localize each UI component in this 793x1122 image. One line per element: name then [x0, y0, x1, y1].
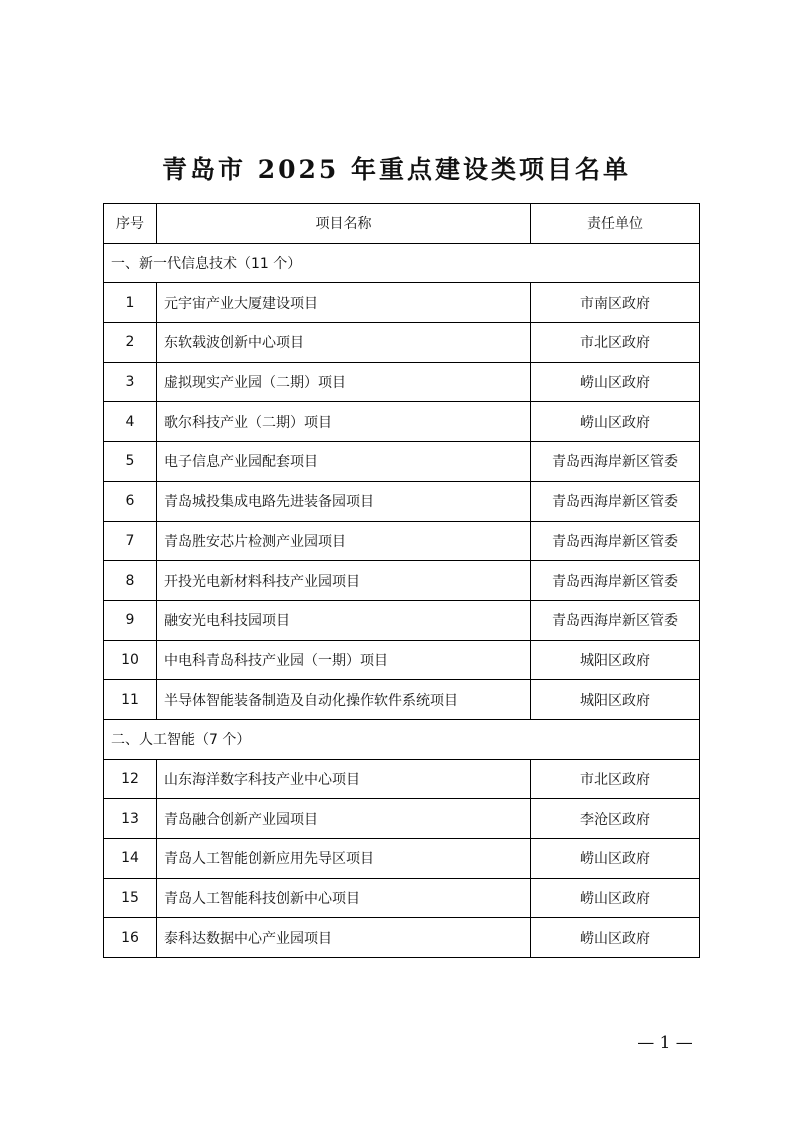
responsible-unit: 城阳区政府: [531, 640, 700, 680]
row-index: 12: [104, 759, 157, 799]
table-row: [104, 918, 700, 958]
row-index: 9: [104, 600, 157, 640]
responsible-unit: 市北区政府: [531, 323, 700, 363]
responsible-unit: 青岛西海岸新区管委: [531, 521, 700, 561]
table-row: [104, 839, 700, 879]
project-name: 电子信息产业园配套项目: [157, 442, 531, 482]
table-row: [104, 799, 700, 839]
table-row: [104, 481, 700, 521]
row-index: 6: [104, 481, 157, 521]
project-name: 半导体智能装备制造及自动化操作软件系统项目: [157, 680, 531, 720]
table-row: [104, 323, 700, 363]
row-index: 2: [104, 323, 157, 363]
row-index: 11: [104, 680, 157, 720]
project-name: 青岛胜安芯片检测产业园项目: [157, 521, 531, 561]
section-label: 二、人工智能（7 个）: [104, 719, 700, 759]
project-name: 山东海洋数字科技产业中心项目: [157, 759, 531, 799]
responsible-unit: 李沧区政府: [531, 799, 700, 839]
section-row: [104, 243, 700, 283]
project-name: 虚拟现实产业园（二期）项目: [157, 362, 531, 402]
project-name: 中电科青岛科技产业园（一期）项目: [157, 640, 531, 680]
project-name: 青岛人工智能科技创新中心项目: [157, 878, 531, 918]
row-index: 4: [104, 402, 157, 442]
responsible-unit: 市北区政府: [531, 759, 700, 799]
page-number: — 1 —: [637, 1033, 693, 1053]
responsible-unit: 崂山区政府: [531, 918, 700, 958]
table-row: [104, 759, 700, 799]
row-index: 10: [104, 640, 157, 680]
responsible-unit: 青岛西海岸新区管委: [531, 481, 700, 521]
project-name: 青岛融合创新产业园项目: [157, 799, 531, 839]
table-row: [104, 680, 700, 720]
table-header-row: [104, 204, 700, 244]
row-index: 16: [104, 918, 157, 958]
header-responsible-unit: 责任单位: [531, 204, 700, 244]
project-name: 泰科达数据中心产业园项目: [157, 918, 531, 958]
row-index: 14: [104, 839, 157, 879]
row-index: 13: [104, 799, 157, 839]
row-index: 7: [104, 521, 157, 561]
table-row: [104, 442, 700, 482]
responsible-unit: 崂山区政府: [531, 362, 700, 402]
table-row: [104, 521, 700, 561]
row-index: 15: [104, 878, 157, 918]
project-table: [103, 203, 700, 958]
project-name: 青岛城投集成电路先进装备园项目: [157, 481, 531, 521]
project-name: 融安光电科技园项目: [157, 600, 531, 640]
table-row: [104, 362, 700, 402]
responsible-unit: 崂山区政府: [531, 402, 700, 442]
table-row: [104, 283, 700, 323]
section-label: 一、新一代信息技术（11 个）: [104, 243, 700, 283]
project-name: 东软载波创新中心项目: [157, 323, 531, 363]
responsible-unit: 崂山区政府: [531, 839, 700, 879]
project-name: 开投光电新材料科技产业园项目: [157, 561, 531, 601]
section-row: [104, 719, 700, 759]
row-index: 8: [104, 561, 157, 601]
table-row: [104, 561, 700, 601]
header-index: 序号: [104, 204, 157, 244]
table-row: [104, 640, 700, 680]
responsible-unit: 市南区政府: [531, 283, 700, 323]
row-index: 1: [104, 283, 157, 323]
header-project-name: 项目名称: [157, 204, 531, 244]
project-name: 元宇宙产业大厦建设项目: [157, 283, 531, 323]
project-name: 青岛人工智能创新应用先导区项目: [157, 839, 531, 879]
responsible-unit: 城阳区政府: [531, 680, 700, 720]
page-title: 青岛市 2025 年重点建设类项目名单: [162, 155, 631, 184]
row-index: 3: [104, 362, 157, 402]
table-row: [104, 878, 700, 918]
table-body: [104, 243, 700, 957]
responsible-unit: 青岛西海岸新区管委: [531, 561, 700, 601]
table-row: [104, 402, 700, 442]
row-index: 5: [104, 442, 157, 482]
project-name: 歌尔科技产业（二期）项目: [157, 402, 531, 442]
table-row: [104, 600, 700, 640]
responsible-unit: 崂山区政府: [531, 878, 700, 918]
responsible-unit: 青岛西海岸新区管委: [531, 442, 700, 482]
responsible-unit: 青岛西海岸新区管委: [531, 600, 700, 640]
